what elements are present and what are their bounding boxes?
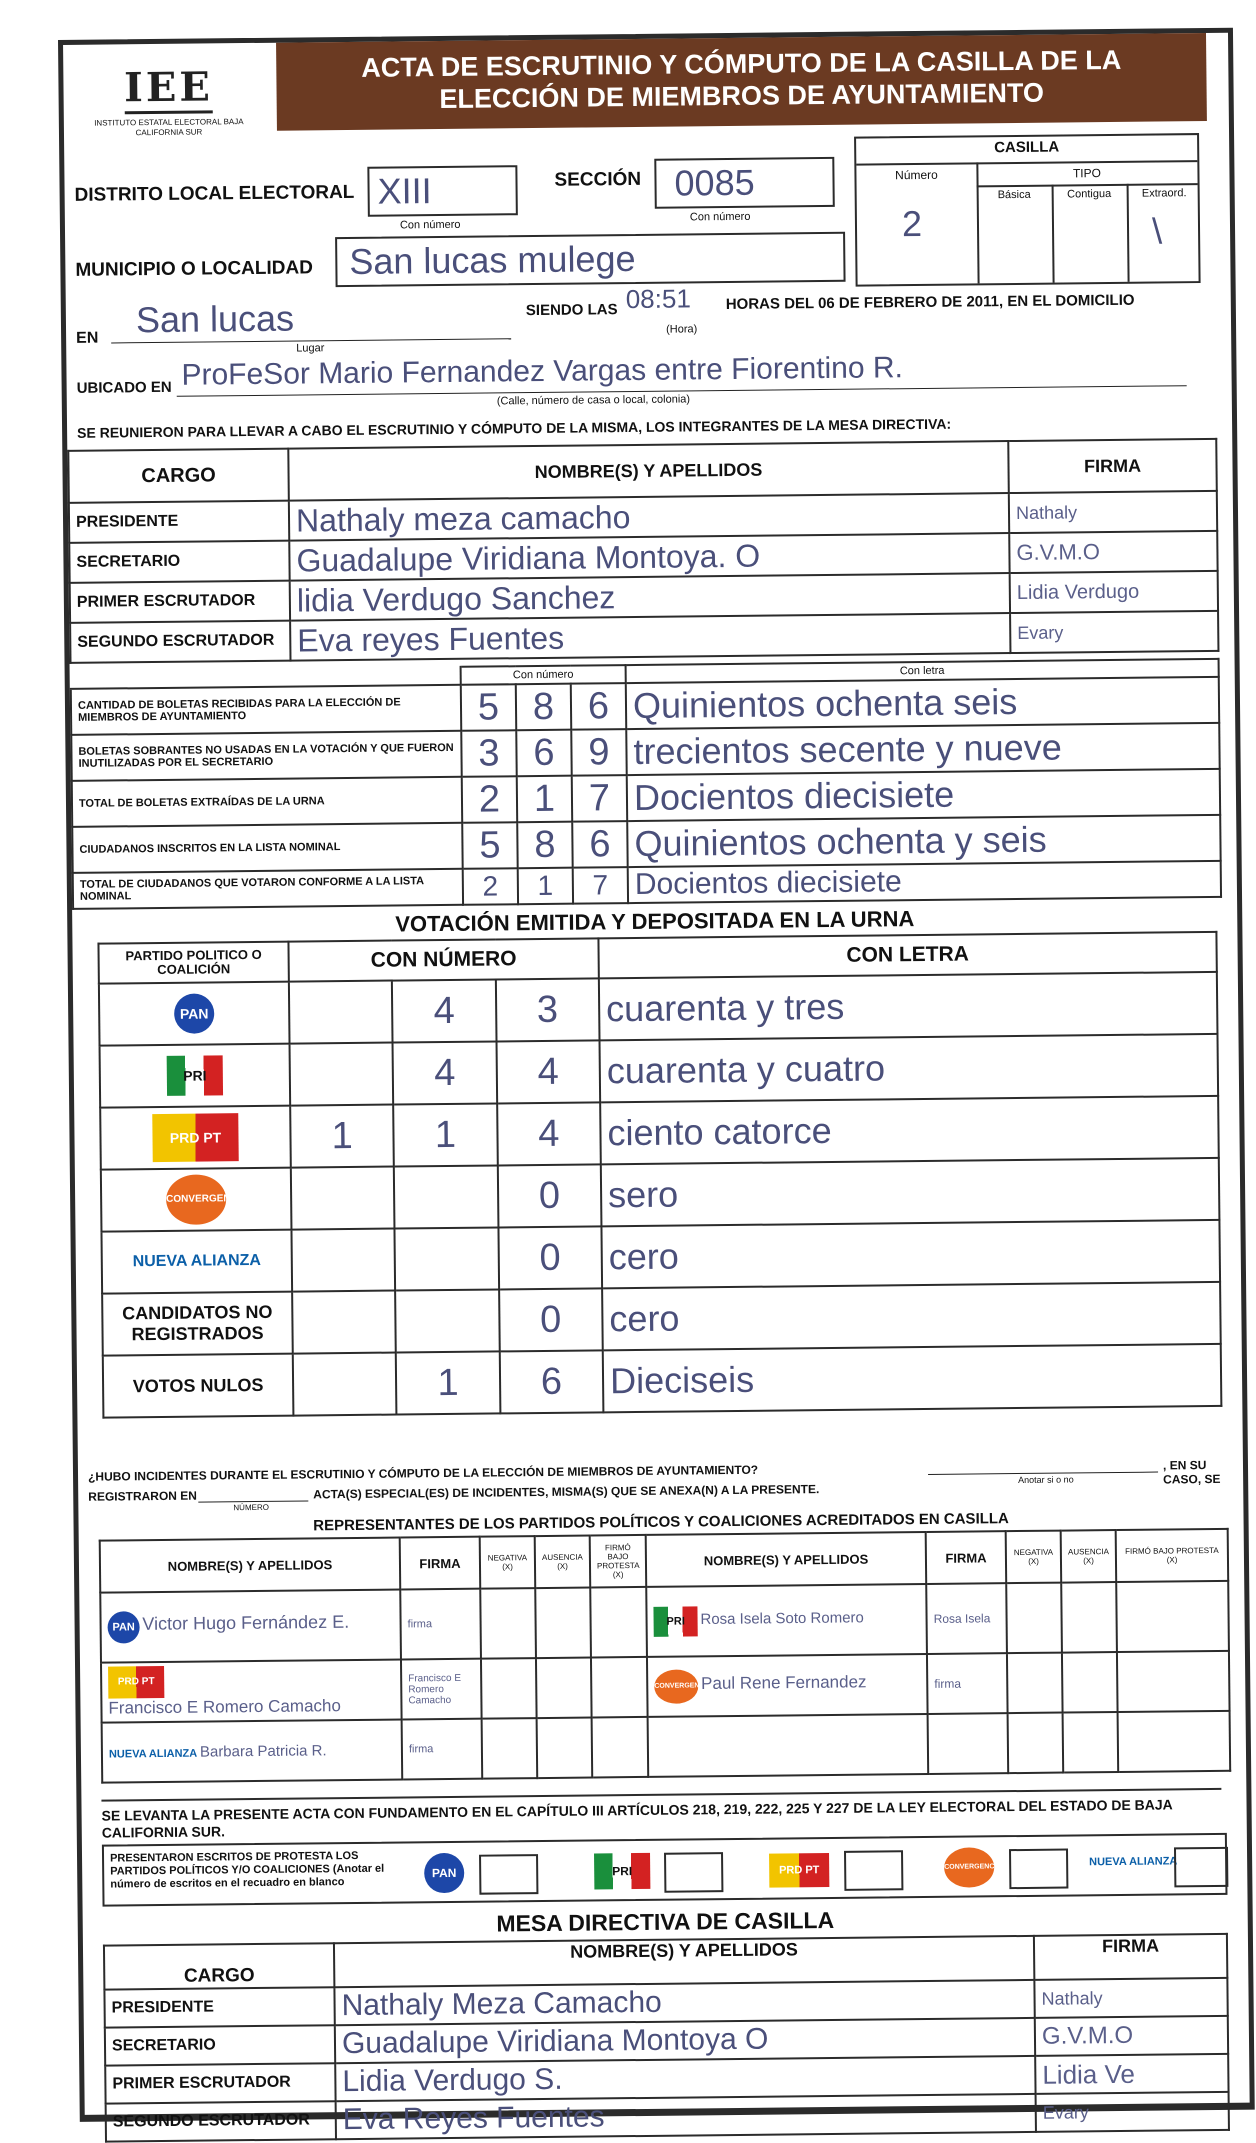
rep-firma-cell[interactable]: firma <box>402 1719 483 1780</box>
table-row <box>100 1096 1219 1170</box>
rep-firma-cell[interactable]: firma <box>400 1589 481 1660</box>
pan-icon: PAN <box>174 993 214 1033</box>
representantes-table <box>99 1528 1231 1784</box>
digit-cell[interactable]: 1 <box>517 776 572 823</box>
district-value: XIII <box>377 170 432 212</box>
cargo-cell: PRIMER ESCRUTADOR <box>105 2063 335 2103</box>
rep-ausencia-cell[interactable] <box>535 1588 591 1659</box>
rep-nombre-cell[interactable] <box>100 1590 401 1663</box>
convergencia-icon: CONVERGENCIA <box>654 1669 698 1703</box>
nueva-alianza-icon: NUEVA ALIANZA <box>108 1747 198 1761</box>
rep-ausencia-cell[interactable] <box>537 1718 593 1779</box>
table-row <box>101 1220 1220 1294</box>
incidentes-line2a: REGISTRARON EN <box>88 1488 198 1504</box>
letra-cell[interactable]: cuarenta y cuatro <box>600 1034 1219 1102</box>
ubicado-value: ProFeSor Mario Fernandez Vargas entre Fiorentino R. <box>181 351 904 392</box>
boletas-label: TOTAL DE BOLETAS EXTRAÍDAS DE LA URNA <box>72 777 462 827</box>
title-line2: ELECCIÓN DE MIEMBROS DE AYUNTAMIENTO <box>439 77 1045 115</box>
convergencia-icon: CONVERGENCIA <box>166 1174 227 1225</box>
table-row <box>100 1581 1229 1663</box>
rep-nombre-cell[interactable] <box>102 1719 403 1782</box>
firma-cell[interactable]: Lidia Verdugo <box>1010 571 1218 613</box>
digit-cell[interactable] <box>291 1229 395 1292</box>
digit-cell[interactable] <box>395 1289 499 1352</box>
rep-firma-cell[interactable]: Rosa Isela <box>926 1583 1007 1654</box>
letra-cell[interactable]: cero <box>602 1282 1221 1350</box>
votacion-table <box>97 931 1222 1419</box>
digit-cell[interactable]: 7 <box>572 775 627 822</box>
casilla-box <box>854 133 1201 287</box>
firma-cell[interactable]: G.V.M.O <box>1035 2016 1228 2056</box>
municipio-field[interactable] <box>335 232 845 287</box>
table-row <box>99 972 1218 1046</box>
protesta-prd-box[interactable] <box>844 1850 903 1891</box>
protesta-pan-box[interactable] <box>479 1854 538 1895</box>
pan-icon: PAN <box>424 1853 464 1893</box>
rep-negativa-cell[interactable] <box>480 1588 536 1659</box>
iee-logo <box>93 63 244 150</box>
rep-h-nombre: NOMBRE(S) Y APELLIDOS <box>100 1538 401 1593</box>
table-row <box>103 1344 1222 1418</box>
rep-h-protesta: FIRMÓ BAJO PROTESTA (X) <box>590 1535 647 1588</box>
digit-cell[interactable]: 4 <box>392 979 496 1042</box>
boletas-h-numero: Con número <box>461 665 626 685</box>
fecha-text: HORAS DEL 06 DE FEBRERO DE 2011, EN EL DOMICILIO <box>725 291 1135 314</box>
cargo-cell: PRESIDENTE <box>104 1987 334 2027</box>
en-value: San lucas <box>135 297 295 341</box>
section-caption: Con número <box>689 210 751 224</box>
party-cell <box>100 1106 291 1170</box>
digit-cell[interactable]: 7 <box>573 867 628 904</box>
protesta-box <box>102 1833 1228 1907</box>
cargo-cell: SEGUNDO ESCRUTADOR <box>70 621 290 663</box>
rep-nombre: Barbara Patricia R. <box>199 1741 327 1761</box>
rep-h-negativa: NEGATIVA (X) <box>480 1536 536 1589</box>
boletas-label: TOTAL DE CIUDADANOS QUE VOTARON CONFORME A LA LISTA NOMINAL <box>73 869 463 909</box>
boletas-label: CANTIDAD DE BOLETAS RECIBIDAS PARA LA ELECCIÓN DE MIEMBROS DE AYUNTAMIENTO <box>71 685 461 735</box>
votacion-title: VOTACIÓN EMITIDA Y DEPOSITADA EN LA URNA <box>395 906 915 937</box>
en-caption: Lugar <box>296 342 325 355</box>
boletas-label: BOLETAS SOBRANTES NO USADAS EN LA VOTACIÓN Y QUE FUERON INUTILIZADAS POR EL SECRETARIO <box>71 731 461 781</box>
firma-cell[interactable]: Evary <box>1010 611 1218 653</box>
rep-negativa-cell[interactable] <box>482 1718 538 1779</box>
digit-cell[interactable] <box>293 1353 397 1416</box>
nombre-cell[interactable]: Eva reyes Fuentes <box>290 613 1010 661</box>
nombre-cell[interactable]: Guadalupe Viridiana Montoya O <box>335 2018 1035 2063</box>
en-label: EN <box>76 329 99 347</box>
rep-firma-cell[interactable]: firma <box>927 1653 1008 1714</box>
casilla-basica-label: Básica <box>997 188 1031 202</box>
digit-cell[interactable]: 1 <box>393 1103 497 1166</box>
pan-icon: PAN <box>107 1611 139 1643</box>
table-row <box>102 1711 1231 1783</box>
party-cell <box>101 1168 292 1232</box>
digit-cell[interactable]: 8 <box>517 822 572 869</box>
rep-h-nombre-2: NOMBRE(S) Y APELLIDOS <box>646 1532 927 1587</box>
prd-pt-icon: PRD PT <box>108 1666 164 1699</box>
rep-h-protesta-2: FIRMÓ BAJO PROTESTA (X) <box>1116 1529 1228 1582</box>
cargo-cell: PRIMER ESCRUTADOR <box>70 581 290 623</box>
firma-cell[interactable]: G.V.M.O <box>1009 531 1217 573</box>
ubicado-caption: (Calle, número de casa o local, colonia) <box>496 393 691 408</box>
rep-firma-cell[interactable]: Francisco E Romero Camacho <box>401 1659 482 1720</box>
nombre-cell[interactable]: Nathaly meza camacho <box>289 493 1009 541</box>
digit-cell[interactable] <box>292 1291 396 1354</box>
casilla-numero-label: Número <box>895 167 938 183</box>
rep-protesta-cell[interactable] <box>1116 1581 1229 1652</box>
protesta-na-box[interactable] <box>1174 1847 1228 1888</box>
casilla-extraord-mark: \ <box>1151 210 1163 252</box>
protesta-pri-box[interactable] <box>664 1852 723 1893</box>
letra-cell[interactable]: Docientos diecisiete <box>628 861 1221 903</box>
digit-cell[interactable]: 6 <box>499 1350 603 1413</box>
reunieron-text: SE REUNIERON PARA LLEVAR A CABO EL ESCRUTINIO Y CÓMPUTO DE LA MISMA, LOS INTEGRANTES DE LA MESA DIRECTIVA: <box>77 415 952 441</box>
nombre-cell[interactable]: lidia Verdugo Sanchez <box>290 573 1010 621</box>
nombre-cell[interactable]: Nathaly Meza Camacho <box>334 1980 1034 2025</box>
nueva-alianza-icon: NUEVA ALIANZA <box>132 1251 262 1271</box>
rep-nombre-cell[interactable] <box>648 1714 929 1777</box>
rep-h-negativa-2: NEGATIVA (X) <box>1006 1531 1062 1584</box>
protesta-text: PRESENTARON ESCRITOS DE PROTESTA LOS PARTIDOS POLÍTICOS Y/O COALICIONES (Anotar el número de escritos en el recuadro en blanco <box>109 1849 385 1891</box>
rep-nombre-cell[interactable] <box>101 1659 402 1722</box>
digit-cell[interactable]: 0 <box>498 1226 602 1289</box>
cargo-cell: PRESIDENTE <box>69 501 289 543</box>
digit-cell[interactable] <box>290 1043 394 1106</box>
nombre-cell[interactable]: Guadalupe Viridiana Montoya. O <box>289 533 1009 581</box>
letra-cell[interactable]: Dieciseis <box>603 1344 1222 1412</box>
party-cell <box>101 1230 292 1294</box>
rep-protesta-cell[interactable] <box>591 1657 648 1718</box>
digit-cell[interactable]: 4 <box>393 1041 497 1104</box>
digit-cell[interactable]: 5 <box>462 822 517 869</box>
prd-pt-icon: PRD PT <box>152 1113 238 1162</box>
hora-caption: (Hora) <box>666 323 698 336</box>
boletas-label: CIUDADANOS INSCRITOS EN LA LISTA NOMINAL <box>72 823 462 873</box>
rep-protesta-cell[interactable] <box>1118 1711 1231 1772</box>
votacion-h-numero: CON NÚMERO <box>288 938 598 981</box>
digit-cell[interactable]: 3 <box>496 978 600 1041</box>
logo-text: IEE <box>124 63 213 114</box>
municipio-label: MUNICIPIO O LOCALIDAD <box>75 257 314 281</box>
firma-cell[interactable]: Nathaly <box>1009 491 1217 533</box>
rep-nombre-cell[interactable] <box>646 1584 927 1657</box>
table-row <box>101 1158 1220 1232</box>
protesta-conv-box[interactable] <box>1009 1849 1068 1890</box>
firma-cell[interactable]: Lidia Ve <box>1035 2054 1228 2094</box>
form-frame <box>58 28 1255 2137</box>
rep-nombre: Rosa Isela Soto Romero <box>700 1609 864 1628</box>
fundamento-text: SE LEVANTA LA PRESENTE ACTA CON FUNDAMENTO EN EL CAPÍTULO III ARTÍCULOS 218, 219, 222, 225 Y 227 DE LA LEY ELECTORAL DEL ESTADO DE BAJA CALIFORNIA SUR. <box>101 1788 1221 1842</box>
ubicado-label: UBICADO EN <box>76 378 172 397</box>
rep-ausencia-cell[interactable] <box>1062 1652 1118 1713</box>
mesa1-h-firma: FIRMA <box>1008 439 1217 493</box>
rep-h-ausencia: AUSENCIA (X) <box>535 1536 591 1589</box>
digit-cell[interactable]: 4 <box>497 1102 601 1165</box>
digit-cell[interactable] <box>289 981 393 1044</box>
letra-cell[interactable]: trecientos secente y nueve <box>626 723 1219 775</box>
nombre-cell[interactable]: Lidia Verdugo S. <box>335 2056 1035 2101</box>
digit-cell[interactable]: 2 <box>463 868 518 905</box>
section-field[interactable] <box>654 157 835 209</box>
hora-value: 08:51 <box>625 283 691 315</box>
municipio-value: San lucas mulege <box>349 237 636 282</box>
digit-cell[interactable]: 6 <box>516 730 571 777</box>
district-caption: Con número <box>399 218 461 232</box>
digit-cell[interactable] <box>394 1165 498 1228</box>
district-field[interactable] <box>367 165 518 217</box>
mesa1-h-nombre: NOMBRE(S) Y APELLIDOS <box>288 441 1009 501</box>
digit-cell[interactable]: 0 <box>499 1288 603 1351</box>
rep-nombre: Paul Rene Fernandez <box>701 1672 867 1693</box>
rep-negativa-cell[interactable] <box>1006 1583 1062 1654</box>
rep-h-firma-2: FIRMA <box>926 1531 1007 1584</box>
rep-nombre: Victor Hugo Fernández E. <box>142 1611 350 1634</box>
letra-cell[interactable]: sero <box>601 1158 1220 1226</box>
casilla-tipo-label: TIPO <box>1072 166 1102 181</box>
boletas-table <box>70 658 1222 910</box>
incidentes-question: ¿HUBO INCIDENTES DURANTE EL ESCRUTINIO Y CÓMPUTO DE LA ELECCIÓN DE MIEMBROS DE AYUNTAMIENTO? <box>87 1462 759 1484</box>
table-row <box>102 1282 1221 1356</box>
letra-cell[interactable]: Quinientos ochenta seis <box>626 677 1219 729</box>
incidentes-numero: NÚMERO <box>233 1502 269 1513</box>
firma-cell[interactable]: Evary <box>1036 2092 1229 2132</box>
section-label: SECCIÓN <box>554 168 642 191</box>
party-cell <box>100 1044 291 1108</box>
digit-cell[interactable]: 1 <box>290 1105 394 1168</box>
nombre-cell[interactable]: Eva Reyes Fuentes <box>336 2094 1036 2139</box>
pri-icon: PRI <box>167 1055 223 1096</box>
pri-icon: PRI <box>654 1606 698 1636</box>
nueva-alianza-icon: NUEVA ALIANZA <box>1089 1855 1178 1869</box>
digit-cell[interactable]: 0 <box>497 1164 601 1227</box>
rep-negativa-cell[interactable] <box>1007 1653 1063 1714</box>
rep-negativa-cell[interactable] <box>481 1658 537 1719</box>
prd-pt-icon: PRD PT <box>769 1853 829 1888</box>
digit-cell[interactable]: 9 <box>571 729 626 776</box>
party-cell: CANDIDATOS NO REGISTRADOS <box>102 1292 293 1356</box>
table-row <box>100 1034 1219 1108</box>
rep-protesta-cell[interactable] <box>592 1717 649 1778</box>
district-label: DISTRITO LOCAL ELECTORAL <box>74 181 355 206</box>
title-banner <box>276 33 1207 131</box>
digit-cell[interactable]: 2 <box>462 776 517 823</box>
rep-protesta-cell[interactable] <box>590 1587 647 1658</box>
logo-subtitle: INSTITUTO ESTATAL ELECTORAL BAJA CALIFORNIA SUR <box>94 117 244 138</box>
cargo-cell: SEGUNDO ESCRUTADOR <box>106 2101 336 2141</box>
mesa-table-2 <box>103 1933 1230 2143</box>
casilla-contigua-label: Contigua <box>1067 187 1112 201</box>
digit-cell[interactable]: 4 <box>496 1040 600 1103</box>
rep-protesta-cell[interactable] <box>1117 1651 1230 1712</box>
rep-nombre: Francisco E Romero Camacho <box>108 1696 341 1718</box>
cargo-cell: SECRETARIO <box>69 541 289 583</box>
incidentes-line2b: ACTA(S) ESPECIAL(ES) DE INCIDENTES, MISMA(S) QUE SE ANEXA(N) A LA PRESENTE. <box>313 1482 820 1502</box>
rep-negativa-cell[interactable] <box>1008 1713 1064 1774</box>
incidentes-tail: , EN SU CASO, SE <box>1162 1458 1221 1487</box>
mesa-table-1 <box>67 438 1219 664</box>
rep-ausencia-cell[interactable] <box>536 1658 592 1719</box>
letra-cell[interactable]: Docientos diecisiete <box>627 769 1220 821</box>
digit-cell[interactable]: 8 <box>516 684 571 731</box>
mesa2-h-cargo: CARGO <box>104 1943 334 1989</box>
mesa2-title: MESA DIRECTIVA DE CASILLA <box>496 1906 835 1937</box>
casilla-extraord-label: Extraord. <box>1141 187 1187 200</box>
rep-ausencia-cell[interactable] <box>1063 1712 1119 1773</box>
letra-cell[interactable]: Quinientos ochenta y seis <box>627 815 1220 867</box>
digit-cell[interactable]: 1 <box>396 1351 500 1414</box>
mesa2-h-firma: FIRMA <box>1034 1934 1227 1980</box>
digit-cell[interactable]: 6 <box>571 683 626 730</box>
rep-nombre-cell[interactable] <box>647 1654 928 1717</box>
pri-icon: PRI <box>594 1853 650 1890</box>
title-line1: ACTA DE ESCRUTINIO Y CÓMPUTO DE LA CASILLA DE LA <box>361 44 1122 83</box>
rep-ausencia-cell[interactable] <box>1061 1582 1117 1653</box>
digit-cell[interactable]: 3 <box>461 730 516 777</box>
firma-cell[interactable]: Nathaly <box>1034 1978 1227 2018</box>
digit-cell[interactable] <box>291 1167 395 1230</box>
letra-cell[interactable]: ciento catorce <box>600 1096 1219 1164</box>
digit-cell[interactable]: 1 <box>518 868 573 905</box>
rep-h-ausencia-2: AUSENCIA (X) <box>1061 1530 1117 1583</box>
votacion-h-letra: CON LETRA <box>598 932 1216 978</box>
incidentes-anotar: Anotar si o no <box>1018 1474 1074 1486</box>
cargo-cell: SECRETARIO <box>105 2025 335 2065</box>
letra-cell[interactable]: cuarenta y tres <box>599 972 1218 1040</box>
digit-cell[interactable]: 5 <box>461 684 516 731</box>
party-cell <box>99 982 290 1046</box>
boletas-h-letra: Con letra <box>626 659 1219 683</box>
siendo-label: SIENDO LAS <box>525 301 618 320</box>
section-value: 0085 <box>674 161 755 204</box>
rep-h-firma: FIRMA <box>400 1537 481 1590</box>
digit-cell[interactable] <box>395 1227 499 1290</box>
rep-firma-cell[interactable] <box>928 1713 1009 1774</box>
letra-cell[interactable]: cero <box>601 1220 1220 1288</box>
convergencia-icon: CONVERGENCIA <box>944 1847 994 1888</box>
casilla-title: CASILLA <box>994 138 1060 157</box>
mesa2-h-nombre: NOMBRE(S) Y APELLIDOS <box>334 1936 1034 1987</box>
casilla-numero-value: 2 <box>901 202 923 245</box>
digit-cell[interactable]: 6 <box>572 821 627 868</box>
party-cell: VOTOS NULOS <box>103 1354 294 1418</box>
representantes-title: REPRESENTANTES DE LOS PARTIDOS POLÍTICOS Y COALICIONES ACREDITADOS EN CASILLA <box>313 1510 1009 1535</box>
votacion-h-partido: PARTIDO POLITICO O COALICIÓN <box>98 942 288 984</box>
mesa1-h-cargo: CARGO <box>68 449 289 503</box>
